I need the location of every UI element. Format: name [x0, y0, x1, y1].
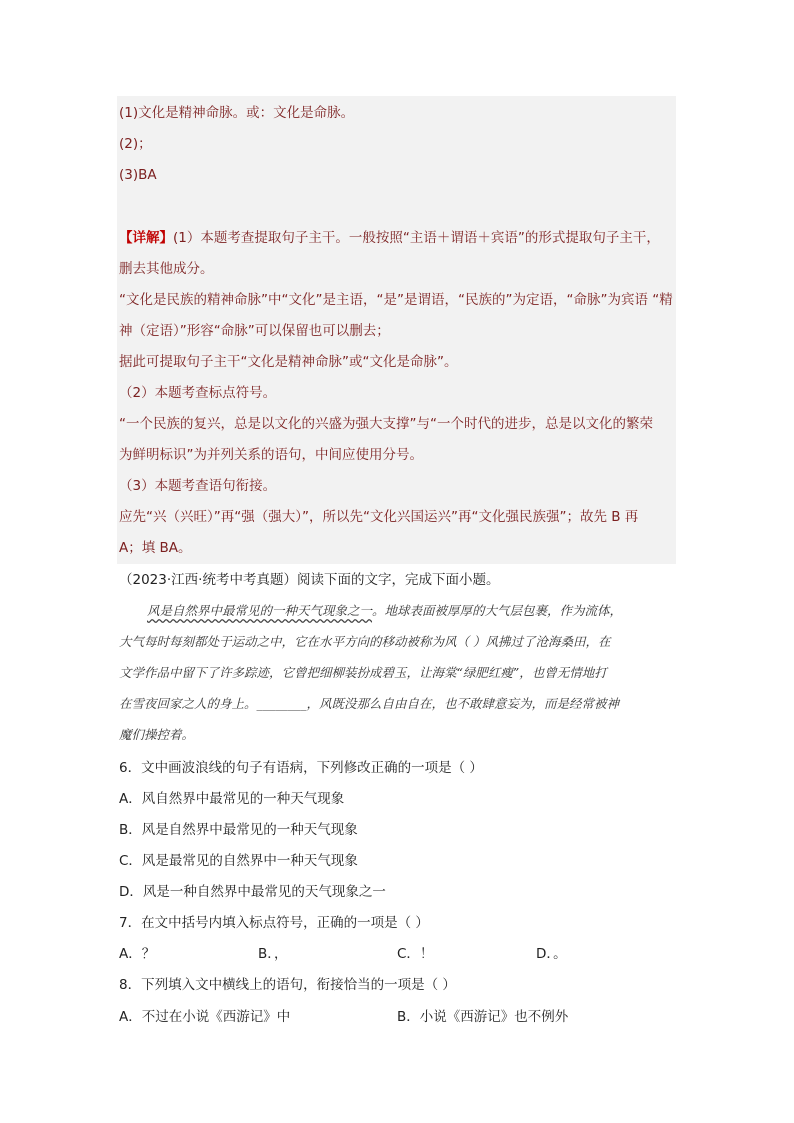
q6-option-c: C．风是最常见的自然界中一种天气现象: [119, 853, 358, 869]
passage-line-5: 魔们操控着。: [119, 727, 195, 742]
detail-line-10: 应先“兴（兴旺）”再“强（强大）”，所以先“文化兴国运兴”再“文化强民族强”；故先 B 再: [119, 509, 639, 525]
passage-line-2: 大气每时每刻都处于运动之中，它在水平方向的移动被称为风（ ）风拂过了沧海桑田，在: [119, 634, 611, 649]
q8-stem: 8．下列填入文中横线上的语句，衔接恰当的一项是（ ）: [119, 977, 456, 993]
q7-option-c: C．！: [397, 946, 434, 962]
q6-option-b: B．风是自然界中最常见的一种天气现象: [119, 822, 358, 838]
q8-option-b: B．小说《西游记》也不例外: [397, 1009, 569, 1025]
detail-line-2: 删去其他成分。: [119, 261, 214, 277]
detail-text-1: (1）本题考查提取句子主干。一般按照“主语＋谓语＋宾语”的形式提取句子主干，: [173, 230, 660, 246]
passage-text-4a: 在雪夜回家之人的身上。: [119, 696, 257, 711]
passage-blank: ________: [256, 696, 307, 711]
detail-line-9: （3）本题考查语句衔接。: [119, 478, 277, 494]
detail-line-5: 据此可提取句子主干“文化是精神命脉”或“文化是命脉”。: [119, 354, 458, 370]
passage-line-4: [119, 694, 675, 714]
answer-3: (3)BA: [119, 167, 157, 183]
q6-option-d: D．风是一种自然界中最常见的天气现象之一: [119, 884, 386, 900]
q7-option-a: A．？: [119, 946, 156, 962]
q8-option-a: A．不过在小说《西游记》中: [119, 1009, 291, 1025]
question-source: （2023·江西·统考中考真题）阅读下面的文字，完成下面小题。: [119, 572, 500, 588]
passage-text-1: 。地球表面被厚厚的大气层包裹，作为流体，: [372, 603, 623, 618]
passage-line-3: 文学作品中留下了许多踪迹，它曾把细柳装扮成碧玉，让海棠“绿肥红瘦”，也曾无情地打: [119, 665, 607, 680]
detail-line-4: 神（定语）”形容“命脉”可以保留也可以删去；: [119, 323, 390, 339]
answer-2: (2)；: [119, 136, 152, 152]
q6-option-a: A．风自然界中最常见的一种天气现象: [119, 791, 345, 807]
q7-stem: 7．在文中括号内填入标点符号，正确的一项是（ ）: [119, 915, 429, 931]
detail-line-7: “一个民族的复兴，总是以文化的兴盛为强大支撑”与“一个时代的进步，总是以文化的繁荣: [119, 416, 653, 432]
detail-line-11: A；填 BA。: [119, 540, 192, 556]
q7-option-d: D．。: [536, 946, 567, 962]
q6-stem: 6．文中画波浪线的句子有语病，下列修改正确的一项是（ ）: [119, 760, 483, 776]
detail-line-1: [119, 228, 660, 248]
detail-line-8: 为鲜明标识”为并列关系的语句，中间应使用分号。: [119, 447, 423, 463]
answer-1: (1)文化是精神命脉。或：文化是命脉。: [119, 105, 355, 121]
passage-text-4b: ，风既没那么自由自在，也不敢肆意妄为，而是经常被神: [306, 696, 620, 711]
detail-line-3: “文化是民族的精神命脉”中“文化”是主语，“是”是谓语，“民族的”为定语，“命脉”为宾语 “精: [119, 292, 673, 308]
detail-tag: 【详解】: [119, 230, 173, 246]
detail-line-6: （2）本题考查标点符号。: [119, 385, 277, 401]
q7-option-b: B．，: [258, 946, 288, 962]
wavy-sentence: 风是自然界中最常见的一种天气现象之一: [147, 603, 373, 618]
passage-line-1: [119, 601, 675, 621]
